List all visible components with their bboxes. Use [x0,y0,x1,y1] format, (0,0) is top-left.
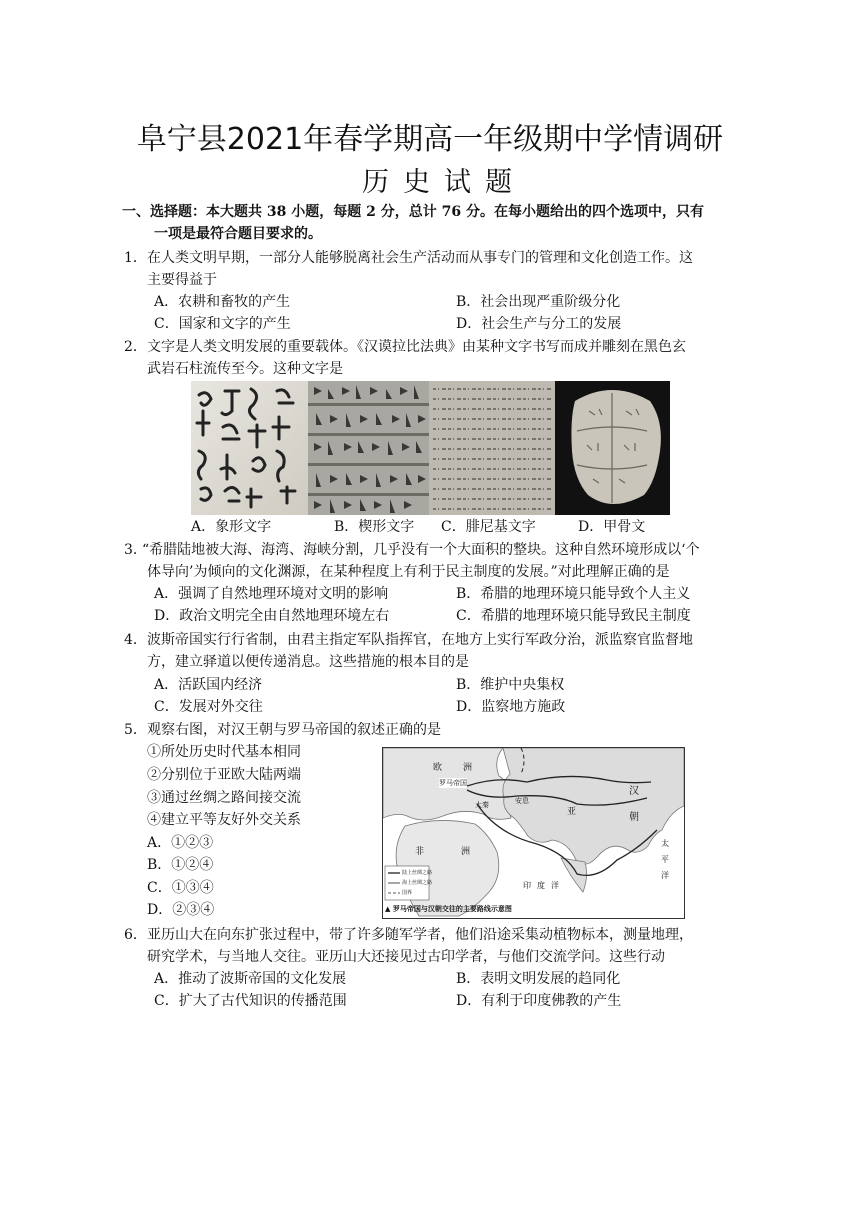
q6-stem-line1: 亚历山大在向东扩张过程中，带了许多随军学者，他们沿途采集动植物标本，测量地理， [147,927,693,943]
pictograph-script-image [191,381,308,515]
section-heading-line1: 一、选择题：本大题共 38 小题，每题 2 分，总计 76 分。在每小题给出的四个选项中，只有 [122,204,704,220]
q6-number: 6． [124,927,147,943]
q2-option-d[interactable]: D．甲骨文 [578,519,646,535]
q1-option-a[interactable]: A．农耕和畜牧的产生 [154,294,291,310]
q5-item-1: ①所处历史时代基本相同 [147,744,301,760]
q5-option-d[interactable]: D．②③④ [147,902,215,918]
silk-road-map [382,747,685,919]
q1-option-b[interactable]: B．社会出现严重阶级分化 [456,294,621,310]
q4-stem-line2: 方，建立驿道以便传递消息。这些措施的根本目的是 [147,654,469,670]
q2-option-c[interactable]: C．腓尼基文字 [441,519,536,535]
page-subtitle: 历史试题 [362,167,526,198]
map-label-africa-2: 洲 [461,847,471,857]
q3-stem-line2: 体导向’为倾向的文化渊源，在某种程度上有利于民主制度的发展。”对此理解正确的是 [147,564,670,580]
map-caption: ▲ 罗马帝国与汉朝交往的主要路线示意图 [385,904,512,913]
q4-option-c[interactable]: C．发展对外交往 [154,699,263,715]
q5-item-3: ③通过丝绸之路间接交流 [147,790,301,806]
q1-stem-line1: 在人类文明早期，一部分人能够脱离社会生产活动而从事专门的管理和文化创造工作。这 [147,250,693,266]
q2-stem-line1: 文字是人类文明发展的重要载体。《汉谟拉比法典》由某种文字书写而成并雕刻在黑色玄 [147,339,686,355]
q4-stem-line1: 波斯帝国实行行省制，由君主指定军队指挥官，在地方上实行军政分治，派监察官监督地 [147,632,693,648]
q5-option-b[interactable]: B．①②④ [147,857,214,873]
cuneiform-script-image [308,381,429,515]
q2-stem-line2: 武岩石柱流传至今。这种文字是 [147,361,343,377]
q5-option-c[interactable]: C．①③④ [147,880,214,896]
q6-stem-line2: 研究学术，与当地人交往。亚历山大还接见过古印学者，与他们交流学问。这些行动 [147,949,665,965]
q5-item-4: ④建立平等友好外交关系 [147,812,301,828]
q3-number: 3． [124,542,147,558]
q2-option-b[interactable]: B．楔形文字 [334,519,415,535]
map-legend-land-route: 陆上丝绸之路 [402,870,433,876]
q6-option-d[interactable]: D．有利于印度佛教的产生 [456,993,622,1009]
map-label-europe-1: 欧 [433,763,443,773]
q4-option-a[interactable]: A．活跃国内经济 [154,677,263,693]
q2-option-a[interactable]: A．象形文字 [191,519,272,535]
q5-option-a[interactable]: A．①②③ [147,835,214,851]
phoenician-script-image [429,381,555,515]
q3-option-a[interactable]: A．强调了自然地理环境对文明的影响 [154,586,389,602]
q6-option-a[interactable]: A．推动了波斯帝国的文化发展 [154,971,347,987]
map-label-han-1: 汉 [629,786,639,797]
map-label-parthia: 安息 [515,797,529,805]
map-label-han-2: 朝 [629,812,639,823]
q6-option-c[interactable]: C．扩大了古代知识的传播范围 [154,993,347,1009]
section-heading-line2: 一项是最符合题目要求的。 [154,226,322,242]
q3-option-c[interactable]: C．希腊的地理环境只能导致民主制度 [456,608,691,624]
q4-number: 4． [124,632,147,648]
q5-item-2: ②分别位于亚欧大陆两端 [147,767,301,783]
q3-option-b[interactable]: B．希腊的地理环境只能导致个人主义 [456,586,691,602]
q1-number: 1． [124,250,147,266]
map-label-roman-empire: 罗马帝国 [439,779,467,787]
q3-stem-line1: “希腊陆地被大海、海湾、海峡分割，几乎没有一个大面积的整块。这种自然环境形成以‘个 [142,542,700,558]
map-label-pacific-1: 太 [661,839,669,848]
map-legend-border: 国界 [402,890,413,896]
map-legend-sea-route: 海上丝绸之路 [402,880,433,886]
q2-number: 2． [124,339,147,355]
map-label-asia: 亚 [567,807,577,817]
page-title: 阜宁县2021年春学期高一年级期中学情调研 [136,122,724,157]
q1-stem-line2: 主要得益于 [147,272,217,288]
q4-option-d[interactable]: D．监察地方施政 [456,699,566,715]
q1-option-c[interactable]: C．国家和文字的产生 [154,316,291,332]
map-label-indian-ocean: 印度洋 [523,881,565,890]
q5-number: 5． [124,722,147,738]
q4-option-b[interactable]: B．维护中央集权 [456,677,565,693]
q6-option-b[interactable]: B．表明文明发展的趋同化 [456,971,621,987]
map-label-africa-1: 非 [415,847,425,857]
q5-stem-line1: 观察右图，对汉王朝与罗马帝国的叙述正确的是 [147,722,441,738]
map-label-daqin: 大秦 [475,801,489,809]
map-label-pacific-2: 平 [661,855,669,864]
oracle-bone-script-image [555,381,670,515]
map-label-europe-2: 洲 [463,763,473,773]
q3-option-d[interactable]: D．政治文明完全由自然地理环境左右 [154,608,390,624]
q1-option-d[interactable]: D．社会生产与分工的发展 [456,316,622,332]
map-label-pacific-3: 洋 [661,871,669,880]
